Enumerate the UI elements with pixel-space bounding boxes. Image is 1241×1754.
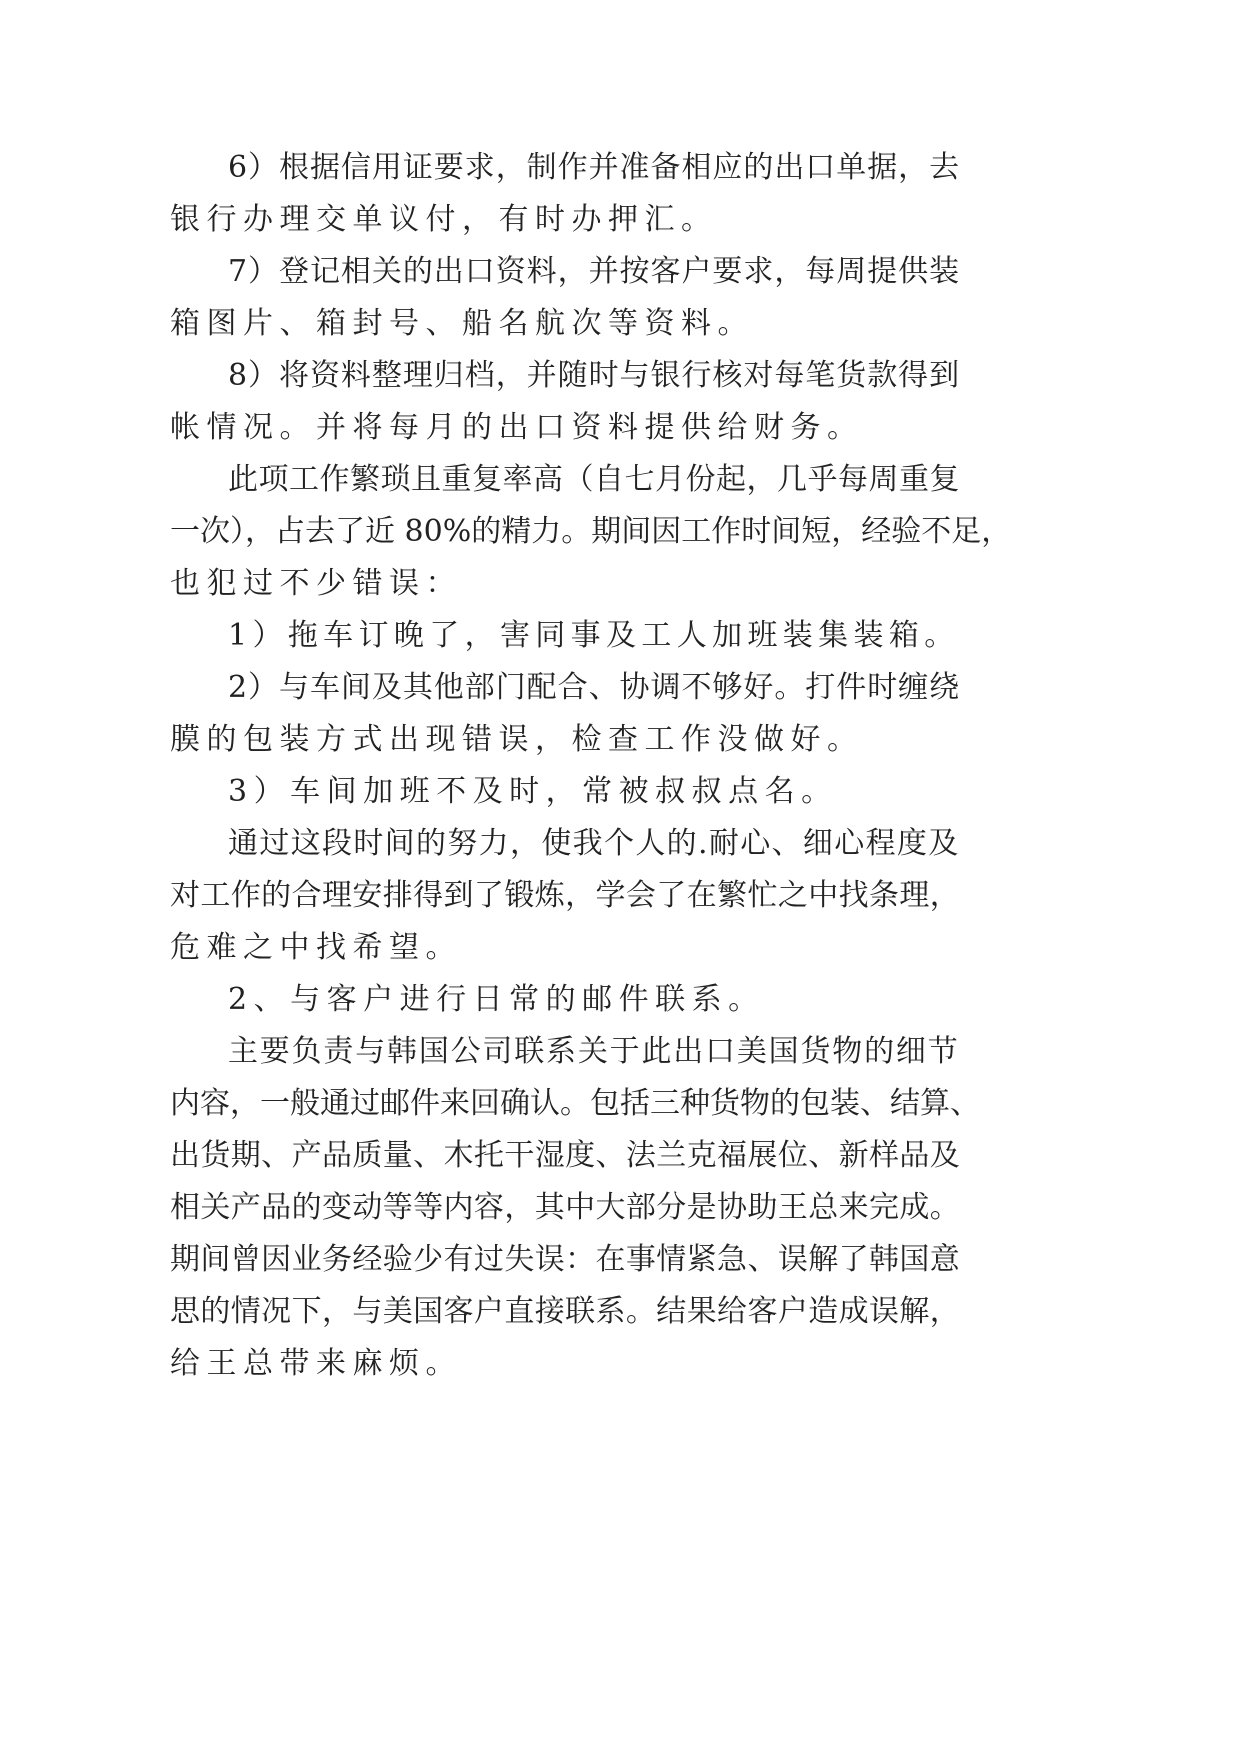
text-line: 8）将资料整理归档，并随时与银行核对每笔货款得到 [228,358,961,393]
text-line: 也犯过不少错误： [170,566,462,601]
text-line: 一次），占去了近 80%的精力。期间因工作时间短，经验不足， [170,514,1012,549]
text-line: 危难之中找希望。 [170,930,462,965]
text-line: 3）车间加班不及时，常被叔叔点名。 [228,774,838,809]
text-line: 1）拖车订晚了，害同事及工人加班装集装箱。 [228,618,960,653]
text-line: 对工作的合理安排得到了锻炼，学会了在繁忙之中找条理， [170,878,961,913]
text-line: 2）与车间及其他部门配合、协调不够好。打件时缠绕 [228,670,961,705]
text-line: 思的情况下，与美国客户直接联系。结果给客户造成误解， [170,1294,961,1329]
text-line: 通过这段时间的努力，使我个人的.耐心、细心程度及 [228,826,960,861]
text-line: 箱图片、箱封号、船名航次等资料。 [170,306,754,341]
text-line: 主要负责与韩国公司联系关于此出口美国货物的细节 [228,1034,960,1069]
text-line: 出货期、产品质量、木托干湿度、法兰克福展位、新样品及 [170,1138,961,1173]
text-line: 相关产品的变动等等内容，其中大部分是协助王总来完成。 [170,1190,961,1225]
text-line: 帐情况。并将每月的出口资料提供给财务。 [170,410,864,445]
text-line: 膜的包装方式出现错误，检查工作没做好。 [170,722,864,757]
text-line: 此项工作繁琐且重复率高（自七月份起，几乎每周重复 [228,462,960,497]
text-line: 7）登记相关的出口资料，并按客户要求，每周提供装 [228,254,961,289]
text-line: 给王总带来麻烦。 [170,1346,462,1381]
text-line: 期间曾因业务经验少有过失误：在事情紧急、误解了韩国意 [170,1242,961,1277]
text-line: 银行办理交单议付，有时办押汇。 [170,202,718,237]
text-line: 内容，一般通过邮件来回确认。包括三种货物的包装、结算、 [170,1086,980,1121]
text-line: 6）根据信用证要求，制作并准备相应的出口单据，去 [228,150,961,185]
section-heading: 2、与客户进行日常的邮件联系。 [228,982,765,1017]
